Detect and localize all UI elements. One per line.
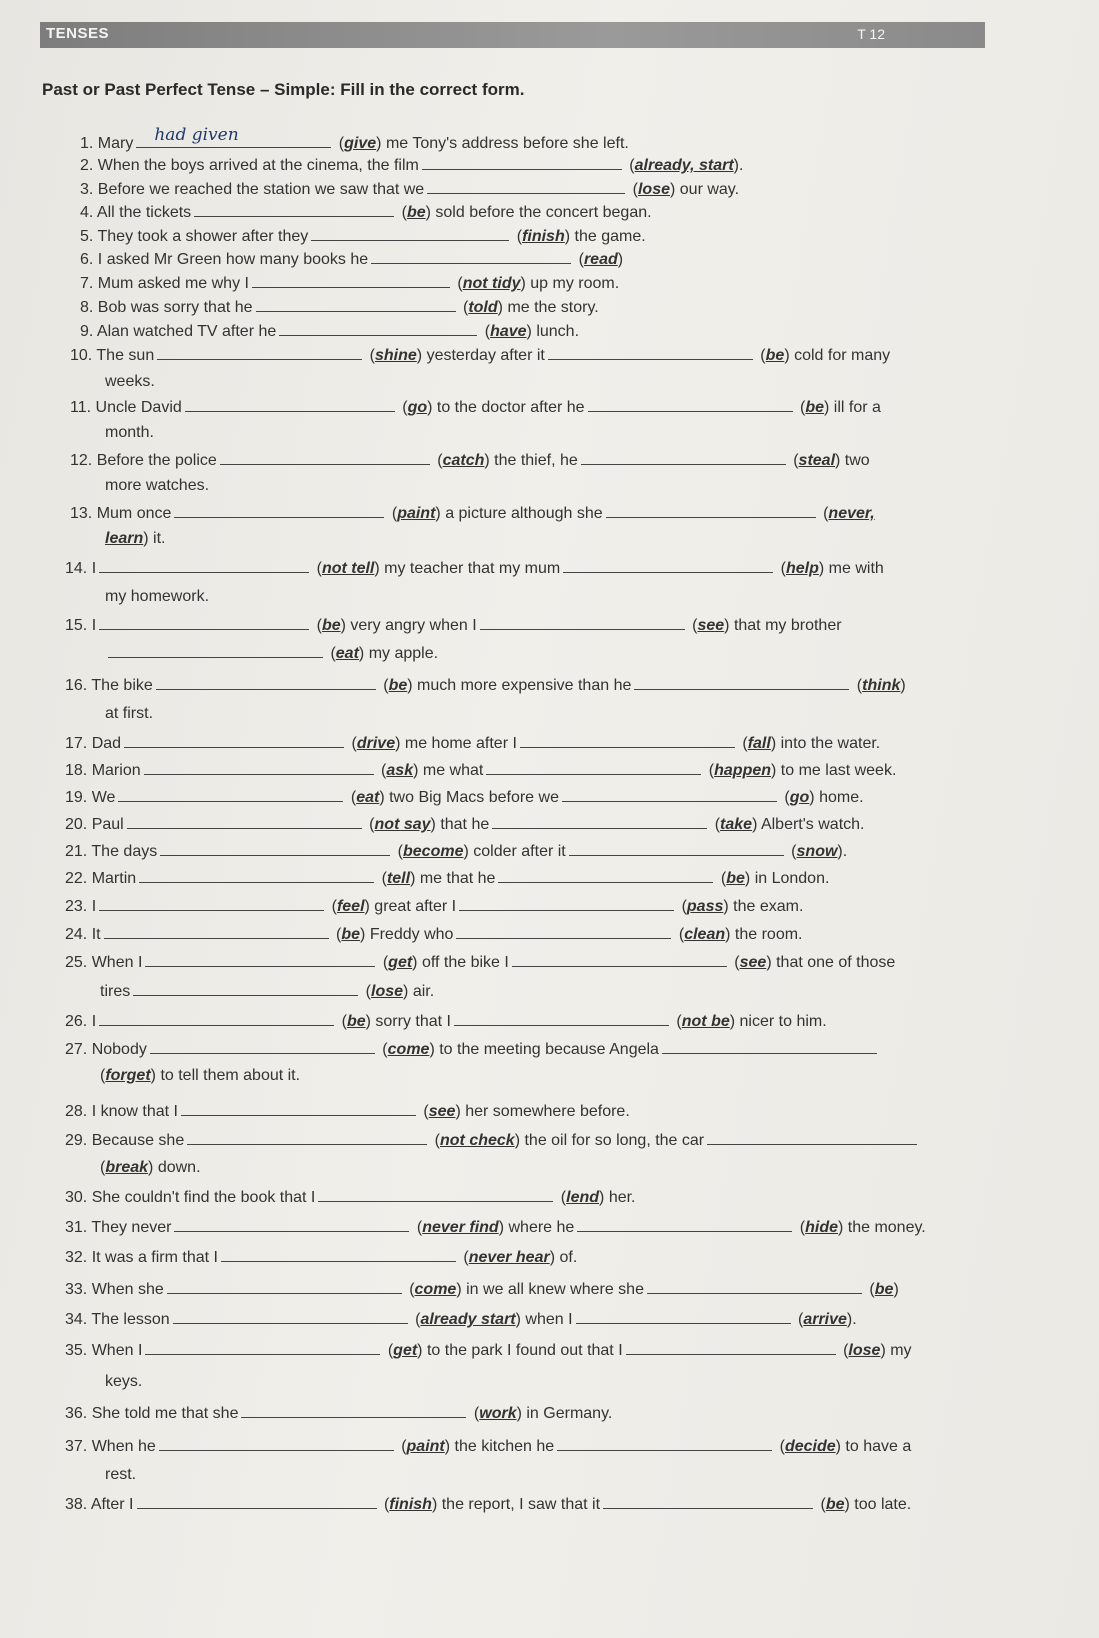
answer-blank[interactable]: [124, 733, 344, 748]
answer-blank[interactable]: [156, 675, 376, 690]
answer-blank[interactable]: [581, 450, 786, 465]
exercise-item-20: 20. Paul (not say) that he (take) Albert's watch.: [65, 816, 865, 833]
exercise-item-35-cont: keys.: [105, 1373, 143, 1390]
answer-blank[interactable]: [145, 1340, 380, 1355]
answer-blank[interactable]: [108, 643, 323, 658]
page-number: T 12: [857, 26, 885, 42]
exercise-item-5: 5. They took a shower after they (finish) the game.: [80, 228, 646, 245]
answer-blank[interactable]: [256, 297, 456, 312]
exercise-item-25-cont: tires (lose) air.: [100, 983, 435, 1000]
exercise-item-7: 7. Mum asked me why I (not tidy) up my room.: [80, 275, 620, 292]
answer-blank[interactable]: [187, 1130, 427, 1145]
answer-blank[interactable]: [252, 273, 450, 288]
exercise-item-15-cont: (eat) my apple.: [105, 643, 438, 663]
exercise-item-26: 26. I (be) sorry that I (not be) nicer to him.: [65, 1013, 827, 1030]
answer-blank[interactable]: [220, 450, 430, 465]
answer-blank[interactable]: [221, 1247, 456, 1262]
answer-blank[interactable]: [150, 1039, 375, 1054]
exercise-item-36: 36. She told me that she (work) in Germany.: [65, 1405, 613, 1422]
exercise-item-27-cont: (forget) to tell them about it.: [100, 1067, 301, 1084]
exercise-item-34: 34. The lesson (already start) when I (arrive).: [65, 1311, 857, 1328]
answer-blank[interactable]: [576, 1309, 791, 1324]
answer-blank[interactable]: [99, 896, 324, 911]
exercise-item-25: 25. When I (get) off the bike I (see) that one of those: [65, 954, 896, 971]
answer-blank[interactable]: [569, 841, 784, 856]
exercise-item-12-cont: more watches.: [105, 477, 210, 494]
exercise-item-28: 28. I know that I (see) her somewhere before.: [65, 1103, 630, 1120]
answer-blank[interactable]: [145, 952, 375, 967]
answer-blank[interactable]: [548, 345, 753, 360]
answer-blank[interactable]: [194, 202, 394, 217]
exercise-item-11: 11. Uncle David (go) to the doctor after he (be) ill for a: [70, 399, 881, 416]
exercise-item-2: 2. When the boys arrived at the cinema, the film (already, start).: [80, 157, 744, 174]
exercise-item-38: 38. After I (finish) the report, I saw that it (be) too late.: [65, 1496, 912, 1513]
exercise-item-12: 12. Before the police (catch) the thief, he (steal) two: [70, 452, 870, 469]
exercise-item-14: 14. I (not tell) my teacher that my mum (help) me with: [65, 560, 884, 577]
exercise-item-3: 3. Before we reached the station we saw that we (lose) our way.: [80, 181, 740, 198]
exercise-item-16-cont: at first.: [105, 705, 154, 722]
exercise-item-17: 17. Dad (drive) me home after I (fall) into the water.: [65, 735, 881, 752]
answer-blank[interactable]: [456, 924, 671, 939]
exercise-item-29: 29. Because she (not check) the oil for so long, the car: [65, 1130, 920, 1150]
answer-blank[interactable]: [127, 814, 362, 829]
answer-blank[interactable]: [181, 1101, 416, 1116]
answer-blank[interactable]: [279, 321, 477, 336]
answer-blank[interactable]: [99, 615, 309, 630]
answer-blank[interactable]: [104, 924, 329, 939]
exercise-item-27: 27. Nobody (come) to the meeting because Angela: [65, 1039, 880, 1059]
exercise-item-15: 15. I (be) very angry when I (see) that my brother: [65, 617, 842, 634]
exercise-item-32: 32. It was a firm that I (never hear) of.: [65, 1249, 578, 1266]
exercise-item-1: 1. Mary had given (give) me Tony's address before she left.: [80, 125, 629, 152]
exercise-item-22: 22. Martin (tell) me that he (be) in London.: [65, 870, 830, 887]
answer-blank[interactable]: [118, 787, 343, 802]
exercise-item-16: 16. The bike (be) much more expensive than he (think): [65, 677, 906, 694]
exercise-item-37-cont: rest.: [105, 1466, 137, 1483]
answer-blank[interactable]: [159, 1436, 394, 1451]
answer-blank[interactable]: [557, 1436, 772, 1451]
answer-blank[interactable]: [562, 787, 777, 802]
exercise-item-10-cont: weeks.: [105, 373, 155, 390]
exercise-item-31: 31. They never (never find) where he (hide) the money.: [65, 1219, 926, 1236]
answer-blank[interactable]: [662, 1039, 877, 1054]
answer-blank[interactable]: [185, 397, 395, 412]
answer-blank[interactable]: [603, 1494, 813, 1509]
answer-blank[interactable]: [486, 760, 701, 775]
answer-blank[interactable]: [160, 841, 390, 856]
exercise-item-37: 37. When he (paint) the kitchen he (decide) to have a: [65, 1438, 912, 1455]
exercise-item-19: 19. We (eat) two Big Macs before we (go) home.: [65, 789, 864, 806]
header-bar: [40, 22, 985, 48]
exercise-item-8: 8. Bob was sorry that he (told) me the story.: [80, 299, 599, 316]
exercise-item-14-cont: my homework.: [105, 588, 210, 605]
exercise-item-21: 21. The days (become) colder after it (snow).: [65, 843, 848, 860]
exercise-item-4: 4. All the tickets (be) sold before the concert began.: [80, 204, 652, 221]
answer-blank[interactable]: [647, 1279, 862, 1294]
exercise-item-23: 23. I (feel) great after I (pass) the exam.: [65, 898, 804, 915]
answer-blank[interactable]: [311, 226, 509, 241]
answer-blank[interactable]: [563, 558, 773, 573]
answer-blank[interactable]: [454, 1011, 669, 1026]
answer-blank[interactable]: [577, 1217, 792, 1232]
answer-blank[interactable]: [634, 675, 849, 690]
handwritten-answer: had given: [154, 125, 239, 145]
answer-blank[interactable]: [606, 503, 816, 518]
exercise-item-11-cont: month.: [105, 424, 154, 441]
answer-blank[interactable]: [588, 397, 793, 412]
exercise-item-10: 10. The sun (shine) yesterday after it (be) cold for many: [70, 347, 891, 364]
answer-blank[interactable]: [137, 1494, 377, 1509]
answer-blank[interactable]: [144, 760, 374, 775]
exercise-item-6: 6. I asked Mr Green how many books he (read): [80, 251, 624, 268]
answer-blank[interactable]: [133, 981, 358, 996]
answer-blank[interactable]: [626, 1340, 836, 1355]
answer-blank[interactable]: [167, 1279, 402, 1294]
exercise-item-13: 13. Mum once (paint) a picture although she (never,: [70, 505, 875, 522]
exercise-item-33: 33. When she (come) in we all knew where she (be): [65, 1281, 899, 1298]
answer-blank[interactable]: [459, 896, 674, 911]
answer-blank[interactable]: [99, 1011, 334, 1026]
answer-blank[interactable]: [480, 615, 685, 630]
exercise-item-9: 9. Alan watched TV after he (have) lunch.: [80, 323, 580, 340]
exercise-item-30: 30. She couldn't find the book that I (lend) her.: [65, 1189, 636, 1206]
exercise-title: Past or Past Perfect Tense – Simple: Fill in the correct form.: [42, 80, 525, 99]
exercise-item-13-cont: learn) it.: [105, 530, 166, 547]
exercise-item-29-cont: (break) down.: [100, 1159, 201, 1176]
answer-blank[interactable]: [422, 155, 622, 170]
answer-blank[interactable]: [139, 868, 374, 883]
answer-blank[interactable]: [427, 179, 625, 194]
exercise-item-18: 18. Marion (ask) me what (happen) to me last week.: [65, 762, 897, 779]
answer-blank[interactable]: [157, 345, 362, 360]
answer-blank[interactable]: [498, 868, 713, 883]
answer-blank[interactable]: [174, 503, 384, 518]
answer-blank[interactable]: [707, 1130, 917, 1145]
answer-blank[interactable]: [520, 733, 735, 748]
section-label: TENSES: [46, 25, 110, 42]
answer-blank[interactable]: [318, 1187, 553, 1202]
answer-blank[interactable]: [492, 814, 707, 829]
answer-blank[interactable]: [371, 249, 571, 264]
answer-blank[interactable]: [136, 125, 331, 148]
answer-blank[interactable]: [241, 1403, 466, 1418]
exercise-item-24: 24. It (be) Freddy who (clean) the room.: [65, 926, 803, 943]
exercise-item-35: 35. When I (get) to the park I found out that I (lose) my: [65, 1342, 912, 1359]
answer-blank[interactable]: [174, 1217, 409, 1232]
answer-blank[interactable]: [512, 952, 727, 967]
answer-blank[interactable]: [173, 1309, 408, 1324]
answer-blank[interactable]: [99, 558, 309, 573]
